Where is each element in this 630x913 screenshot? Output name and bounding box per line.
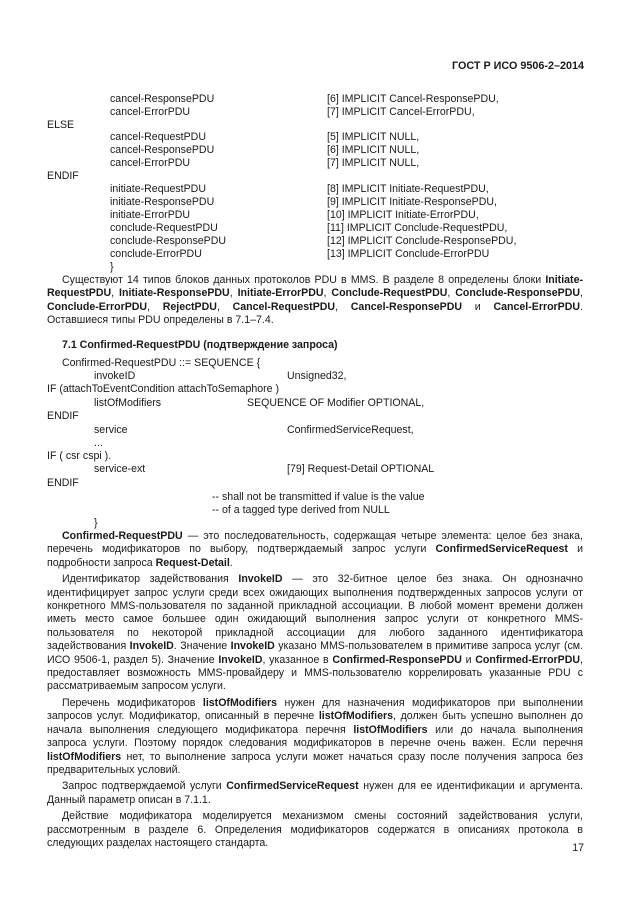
code-line: conclude-RequestPDU xyxy=(110,222,218,234)
code-line: ... xyxy=(94,437,103,449)
code-line: service-ext xyxy=(94,463,146,475)
document-header: ГОСТ Р ИСО 9506-2–2014 xyxy=(451,60,584,72)
code-keyword: ELSE xyxy=(47,119,75,131)
paragraph-modifier-action: Действие модификатора моделируется механизмом смены состояний задействования услуги, рассмотренным в разделе 6. Определения модификаторов содержатся в описаниях протокола в следующих разделах настоящего стандарта. xyxy=(47,810,583,849)
paragraph-confirmed-service-request: Запрос подтверждаемой услуги ConfirmedServiceRequest нужен для ее идентификации и аргумента. Данный параметр описан в 7.1.1. xyxy=(47,780,583,806)
code-line: [6] IMPLICIT NULL, xyxy=(327,144,420,156)
code-line: IF (attachToEventCondition attachToSemaphore ) xyxy=(47,383,280,395)
code-line: [7] IMPLICIT NULL, xyxy=(327,157,420,169)
code-line: cancel-ResponsePDU xyxy=(110,144,215,156)
code-line: } xyxy=(110,261,114,273)
code-line: listOfModifiers xyxy=(94,397,162,409)
code-keyword: ENDIF xyxy=(47,170,79,182)
body-text xyxy=(47,530,583,850)
code-line: initiate-RequestPDU xyxy=(110,183,206,195)
code-line: [6] IMPLICIT Cancel-ResponsePDU, xyxy=(327,93,499,105)
code-line: cancel-ErrorPDU xyxy=(110,157,191,169)
code-line: invokeID xyxy=(94,370,136,382)
code-line: IF ( csr cspi ). xyxy=(47,450,112,462)
code-line: ConfirmedServiceRequest, xyxy=(287,424,414,436)
code-keyword: ENDIF xyxy=(47,410,79,422)
code-line: [13] IMPLICIT Conclude-ErrorPDU xyxy=(327,248,490,260)
code-line: Confirmed-RequestPDU ::= SEQUENCE { xyxy=(62,357,261,369)
code-line: cancel-ResponsePDU xyxy=(110,93,215,105)
code-line: cancel-RequestPDU xyxy=(110,131,206,143)
code-line: cancel-ErrorPDU xyxy=(110,106,191,118)
code-comment: -- shall not be transmitted if value is the value xyxy=(212,491,425,503)
paragraph-confirmed-request: Confirmed-RequestPDU — это последовательность, содержащая четыре элемента: целое без знака, перечень модификаторов по выбору, подтверждаемый запрос услуги ConfirmedServiceRequest и подробности запроса Request-Detail. xyxy=(47,530,583,569)
code-line: [7] IMPLICIT Cancel-ErrorPDU, xyxy=(327,106,475,118)
code-line: initiate-ResponsePDU xyxy=(110,196,215,208)
code-line: [9] IMPLICIT Initiate-ResponsePDU, xyxy=(327,196,497,208)
code-line: [11] IMPLICIT Conclude-RequestPDU, xyxy=(327,222,508,234)
paragraph-invoke-id: Идентификатор задействования InvokeID — это 32-битное целое без знака. Он однозначно идентифицирует запрос услуги среди всех ожидающих выполнения подтвержденных запросов услуги от конкретного MMS-пользователя по заданной прикладной ассоциации. В любой момент времени должен иметь место самое большее один ожидающий выполнения запрос услуги от конкретного MMS-пользователя по некоторой прикладной ассоциации для любого заданного идентификатора задействования InvokeID. Значение InvokeID указано MMS-пользователем в примитиве запроса услуг (см. ИСО 9506-1, раздел 5). Значение InvokeID, указанное в Confirmed-ResponsePDU и Confirmed-ErrorPDU, предоставляет возможность MMS-провайдеру и MMS-пользователю коррелировать указанные PDU с рассматриваемым запросом услуги. xyxy=(47,573,584,693)
code-line: conclude-ErrorPDU xyxy=(110,248,202,260)
code-keyword: ENDIF xyxy=(47,477,79,489)
section-heading: 7.1 Confirmed-RequestPDU (подтверждение запроса) xyxy=(62,339,338,351)
code-line: conclude-ResponsePDU xyxy=(110,235,227,247)
code-line: [10] IMPLICIT Initiate-ErrorPDU, xyxy=(327,209,479,221)
code-line: [8] IMPLICIT Initiate-RequestPDU, xyxy=(327,183,489,195)
paragraph-list-of-modifiers: Перечень модификаторов listOfModifiers нужен для назначения модификаторов при выполнении запросов услуг. Модификатор, описанный в перечне listOfModifiers, должен быть успешно выполнен до начала выполнения следующего модификатора перечня listOfModifiers или до начала выполнения запроса услуги. Поэтому порядок следования модификаторов в перечне очень важен. Если перечня listOfModifiers нет, то выполнение запроса услуги может начаться сразу после получения запроса без предварительных условий. xyxy=(47,696,584,776)
code-line: Unsigned32, xyxy=(287,370,347,382)
code-line: SEQUENCE OF Modifier OPTIONAL, xyxy=(247,397,425,409)
code-line: [5] IMPLICIT NULL, xyxy=(327,131,420,143)
page-number: 17 xyxy=(572,842,584,854)
code-line: [12] IMPLICIT Conclude-ResponsePDU, xyxy=(327,235,517,247)
code-line: [79] Request-Detail OPTIONAL xyxy=(287,463,435,475)
code-line: initiate-ErrorPDU xyxy=(110,209,191,221)
code-line: service xyxy=(94,424,128,436)
code-comment: -- of a tagged type derived from NULL xyxy=(212,504,390,516)
code-line: } xyxy=(94,517,98,529)
intro-paragraph: Существуют 14 типов блоков данных протоколов PDU в MMS. В разделе 8 определены блоки Initiate-RequestPDU, Initiate-ResponsePDU, Initiate-ErrorPDU, Conclude-RequestPDU, Conclude-ResponsePDU, Conclude-ErrorPDU, RejectPDU, Cancel-RequestPDU, Cancel-ResponsePDU и Cancel-ErrorPDU. Оставшиеся типы PDU определены в 7.1–7.4. xyxy=(47,274,583,327)
